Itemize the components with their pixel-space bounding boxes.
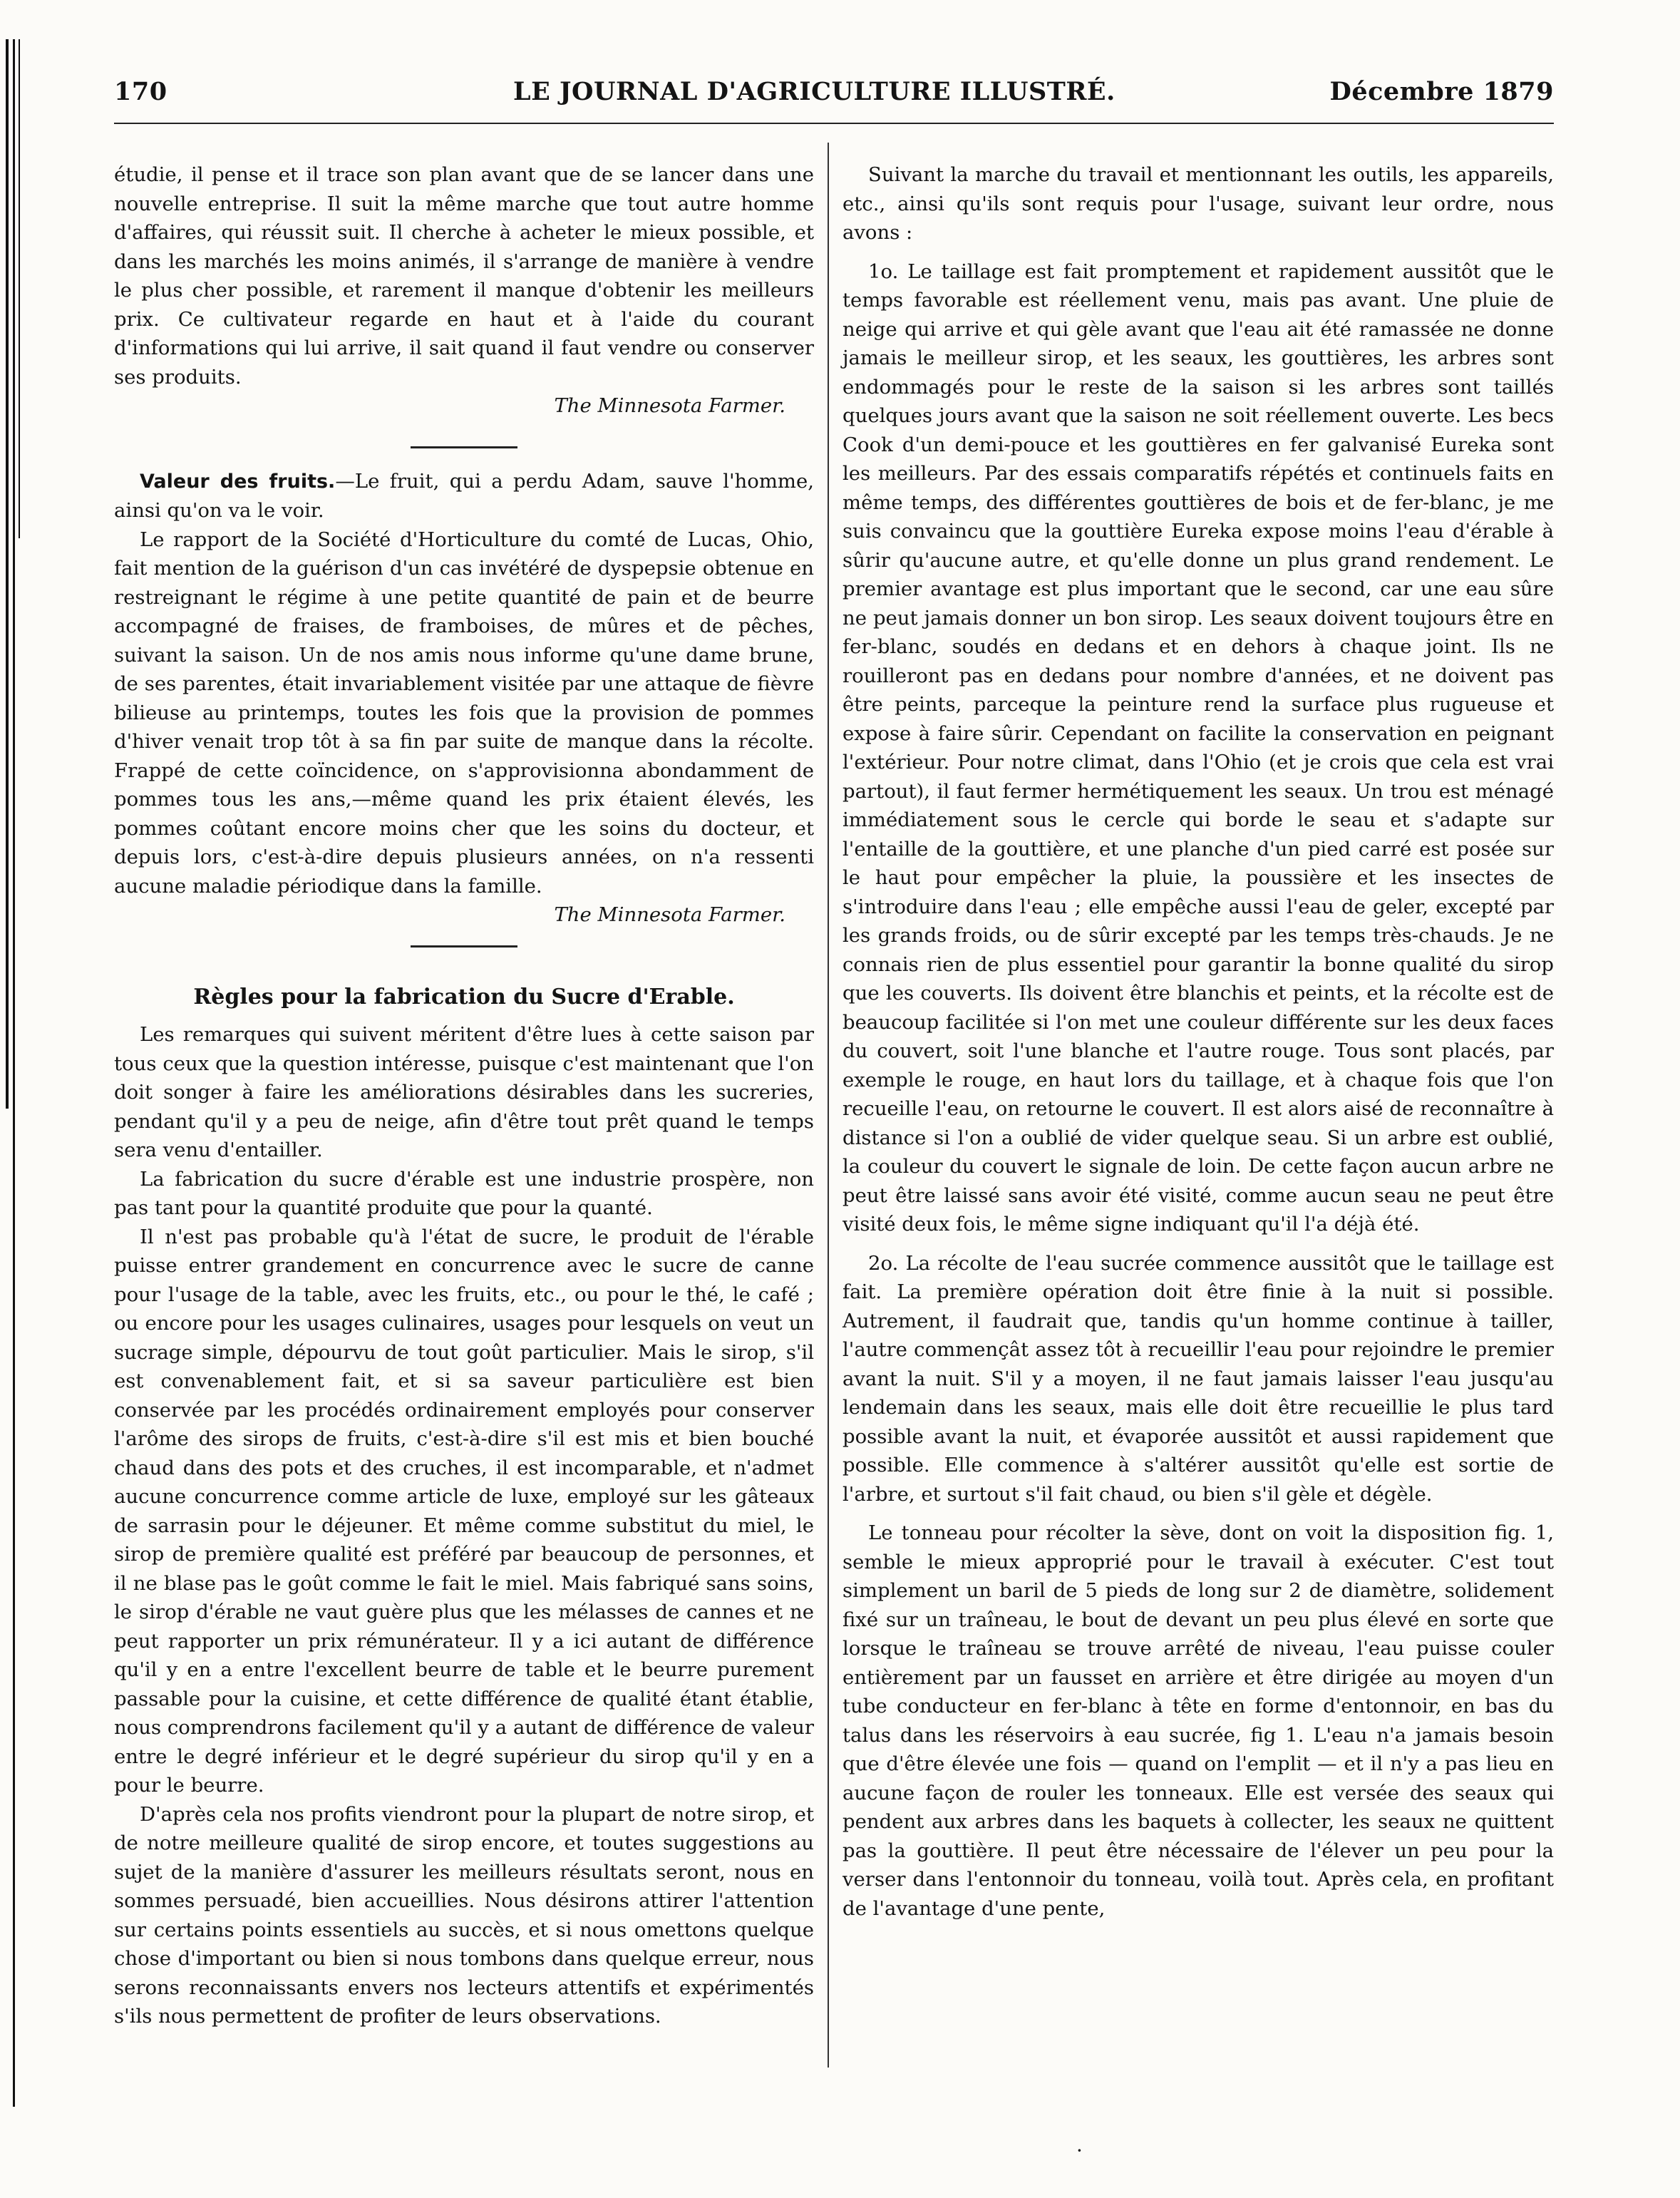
issue-date: Décembre 1879 bbox=[1329, 77, 1554, 106]
paragraph: étudie, il pense et il trace son plan avant que de se lancer dans une nouvelle entreprise. Il suit la même marche que tout autre homme d'affaires, qui réussit suit. Il cherche à acheter le mieux possible, et dans les marchés les moins animés, il s'arrange de manière à vendre le plus cher possible, et rarement il manque d'obtenir les meilleurs prix. Ce cultivateur regarde en haut et à l'aide du courant d'informations qui lui arrive, il sait quand il faut vendre ou conserver ses produits. bbox=[114, 163, 814, 389]
running-header bbox=[114, 77, 1554, 120]
right-column bbox=[842, 160, 1554, 1923]
paragraph: Il n'est pas probable qu'à l'état de sucre, le produit de l'érable puisse entrer grandement en concurrence avec le sucre de canne pour l'usage de la table, avec les fruits, etc., ou pour le thé, le café ; ou encore pour les usages culinaires, usages pour lesquels on veut un sucrage simple, dépourvu de tout goût particulier. Mais le sirop, s'il est convenablement fait, et si sa saveur particulière est bien conservée par les procédés ordinairement employés pour conserver l'arôme des sirops de fruits, c'est-à-dire s'il est mis et bien bouché chaud dans des pots et des cruches, il est incomparable, et n'admet aucune concurrence comme article de luxe, employé sur les gâteaux de sarrasin pour le déjeuner. Et même comme substitut du miel, le sirop de première qualité est préféré par beaucoup de personnes, et il ne blase pas le goût comme le fait le miel. Mais fabriqué sans soins, le sirop d'érable ne vaut guère plus que les mélasses de cannes et ne peut rapporter un prix rémunérateur. Il y a ici autant de différence qu'il y en a entre l'excellent beurre de table et le beurre purement passable pour la cuisine, et cette différence de qualité étant établie, nous comprendrons facilement qu'il y a autant de différence de valeur entre le degré inférieur et le degré supérieur du sirop qu'il y en a pour le beurre. bbox=[114, 1225, 814, 1797]
header-rule bbox=[114, 123, 1554, 124]
paragraph: Le rapport de la Société d'Horticulture du comté de Lucas, Ohio, fait mention de la guérison d'un cas invétéré de dyspepsie obtenue en restreignant le régime à une petite quantité de pain et de beurre accompagné de fraises, de framboises, de mûres et de pêches, suivant la saison. Un de nos amis nous informe qu'une dame brune, de ses parentes, était invariablement visitée par une attaque de fièvre bilieuse au printemps, toutes les fois que la provision de pommes d'hiver venait trop tôt à sa fin par suite de manque dans la récolte. Frappé de cette coïncidence, on s'approvisionna abondamment de pommes tous les ans,—même quand les prix étaient élevés, les pommes coûtant encore moins cher que les soins du docteur, et depuis lors, c'est-à-dire depuis plusieurs années, on n'a ressenti aucune maladie périodique dans la famille. bbox=[114, 528, 814, 898]
paragraph: La fabrication du sucre d'érable est une industrie prospère, non pas tant pour la quantité produite que pour la quanté. bbox=[114, 1167, 814, 1219]
source-signature: The Minnesota Farmer. bbox=[554, 903, 785, 926]
paragraph: Suivant la marche du travail et mentionnant les outils, les appareils, etc., ainsi qu'ils sont requis pour l'usage, suivant leur ordre, nous avons : bbox=[842, 163, 1554, 244]
journal-title: LE JOURNAL D'AGRICULTURE ILLUSTRÉ. bbox=[513, 77, 1115, 106]
print-mark: · bbox=[1076, 2139, 1083, 2162]
separator-rule bbox=[411, 446, 517, 448]
separator-rule bbox=[411, 945, 517, 947]
column-divider bbox=[828, 143, 829, 2068]
paragraph: —Le fruit, qui a perdu Adam, sauve l'homme, ainsi qu'on va le voir. bbox=[114, 469, 814, 522]
paragraph: Les remarques qui suivent méritent d'être lues à cette saison par tous ceux que la question intéresse, puisque c'est maintenant que l'on doit songer à faire les améliorations désirables dans les sucreries, pendant qu'il y a peu de neige, afin d'être tout prêt quand le temps sera venu d'entailler. bbox=[114, 1023, 814, 1161]
section-title: Règles pour la fabrication du Sucre d'Erable. bbox=[193, 984, 735, 1010]
binding-edge bbox=[0, 0, 50, 2198]
article-heading: Valeur des fruits. bbox=[140, 470, 336, 493]
page-number: 170 bbox=[114, 77, 168, 106]
left-column bbox=[114, 160, 814, 2031]
paragraph: Le tonneau pour récolter la sève, dont on voit la disposition fig. 1, semble le mieux approprié pour le travail à exécuter. C'est tout simplement un baril de 5 pieds de long sur 2 de diamètre, solidement fixé sur un traîneau, le bout de devant un peu plus élevé en sorte que lorsque le traîneau se trouve arrêté de niveau, l'eau puisse couler entièrement par un fausset en arrière et être dirigée au moyen d'un tube conducteur en fer-blanc à tête en forme d'entonnoir, en bas du talus dans les réservoirs à eau sucrée, fig 1. L'eau n'a jamais besoin que d'être élevée une fois — quand on l'emplit — et il n'y a pas lieu en aucune façon de rouler les tonneaux. Elle est versée des seaux qui pendent aux arbres dans les baquets à collecter, les seaux ne quittent pas la gouttière. Il peut être nécessaire de l'élever un peu pour la verser dans l'entonnoir du tonneau, voilà tout. Après cela, en profitant de l'avantage d'une pente, bbox=[842, 1521, 1554, 1920]
paragraph: 1o. Le taillage est fait promptement et rapidement aussitôt que le temps favorable est réellement venu, mais pas avant. Une pluie de neige qui arrive et qui gèle avant que l'eau ait été ramassée ne donne jamais le meilleur sirop, et les seaux, les gouttières, les arbres sont endommagés pour le reste de la saison si les arbres sont taillés quelques jours avant que la saison ne soit réellement ouverte. Les becs Cook d'un demi-pouce et les gouttières en fer galvanisé Eureka sont les meilleurs. Par des essais comparatifs répétés et continuels faits en même temps, des différentes gouttières de bois et de fer-blanc, je me suis convaincu que la gouttière Eureka expose moins l'eau d'érable à sûrir qu'aucune autre, et qu'elle donne un plus grand rendement. Le premier avantage est plus important que le second, car une eau sûre ne peut jamais donner un bon sirop. Les seaux doivent toujours être en fer-blanc, soudés en dedans et en dehors à chaque joint. Ils ne rouilleront pas en dedans pour nombre d'années, et ne doivent pas être peints, parceque la peinture rend la surface plus rugueuse et expose à faire sûrir. Cependant on facilite la conservation en peignant l'extérieur. Pour notre climat, dans l'Ohio (et je crois que cela est vrai partout), il faut fermer hermétiquement les seaux. Un trou est ménagé immédiatement sous le cercle qui borde le seau et s'adapte sur l'entaille de la gouttière, et une planche d'un pied carré est posée sur le haut pour empêcher la pluie, la poussière et les insectes de s'introduire dans l'eau ; elle empêche aussi l'eau de geler, excepté par les grands froids, ou de sûrir excepté par les temps très-chauds. Je ne connais rien de plus essentiel pour garantir la bonne qualité du sirop que les couverts. Ils doivent être blanchis et peints, et la récolte est de beaucoup facilitée si l'on met une couleur différente sur les deux faces du couvert, soit l'une blanche et l'autre rouge. Tous sont placés, par exemple le rouge, en haut lors du taillage, et à chaque fois que l'on recueille l'eau, on retourne le couvert. Il est alors aisé de reconnaître à distance si l'on a oublié de vider quelque seau. Si un arbre est oublié, la couleur du couvert le signale de loin. De cette façon aucun arbre ne peut être laissé sans avoir été visité, comme aucun seau ne peut être visité deux fois, le même signe indiquant qu'il l'a déjà été. bbox=[842, 260, 1554, 1236]
source-signature: The Minnesota Farmer. bbox=[554, 394, 785, 417]
paragraph: D'après cela nos profits viendront pour la plupart de notre sirop, et de notre meilleure qualité de sirop encore, et toutes suggestions au sujet de la manière d'assurer les meilleurs résultats seront, nous en sommes persuadé, bien accueillies. Nous désirons attirer l'attention sur certains points essentiels au succès, et si nous omettons quelque chose d'important ou bien si nous tombons dans quelque erreur, nous serons reconnaissants envers nos lecteurs attentifs et expérimentés s'ils nous permettent de profiter de leurs observations. bbox=[114, 1802, 814, 2028]
fruits-article bbox=[114, 467, 814, 525]
paragraph: 2o. La récolte de l'eau sucrée commence aussitôt que le taillage est fait. La première opération doit être finie à la nuit si possible. Autrement, il faudrait que, tandis qu'un homme continue à tailler, l'autre commençât assez tôt à recueillir l'eau pour rejoindre le premier avant la nuit. S'il y a moyen, il ne faut jamais laisser l'eau jusqu'au lendemain dans les seaux, mais elle doit être recueillie le plus tard possible avant la nuit, et évaporée aussitôt et aussi rapidement que possible. Elle commence à s'altérer aussitôt qu'elle est sortie de l'arbre, et surtout s'il fait chaud, ou bien s'il gèle et dégèle. bbox=[842, 1251, 1554, 1506]
